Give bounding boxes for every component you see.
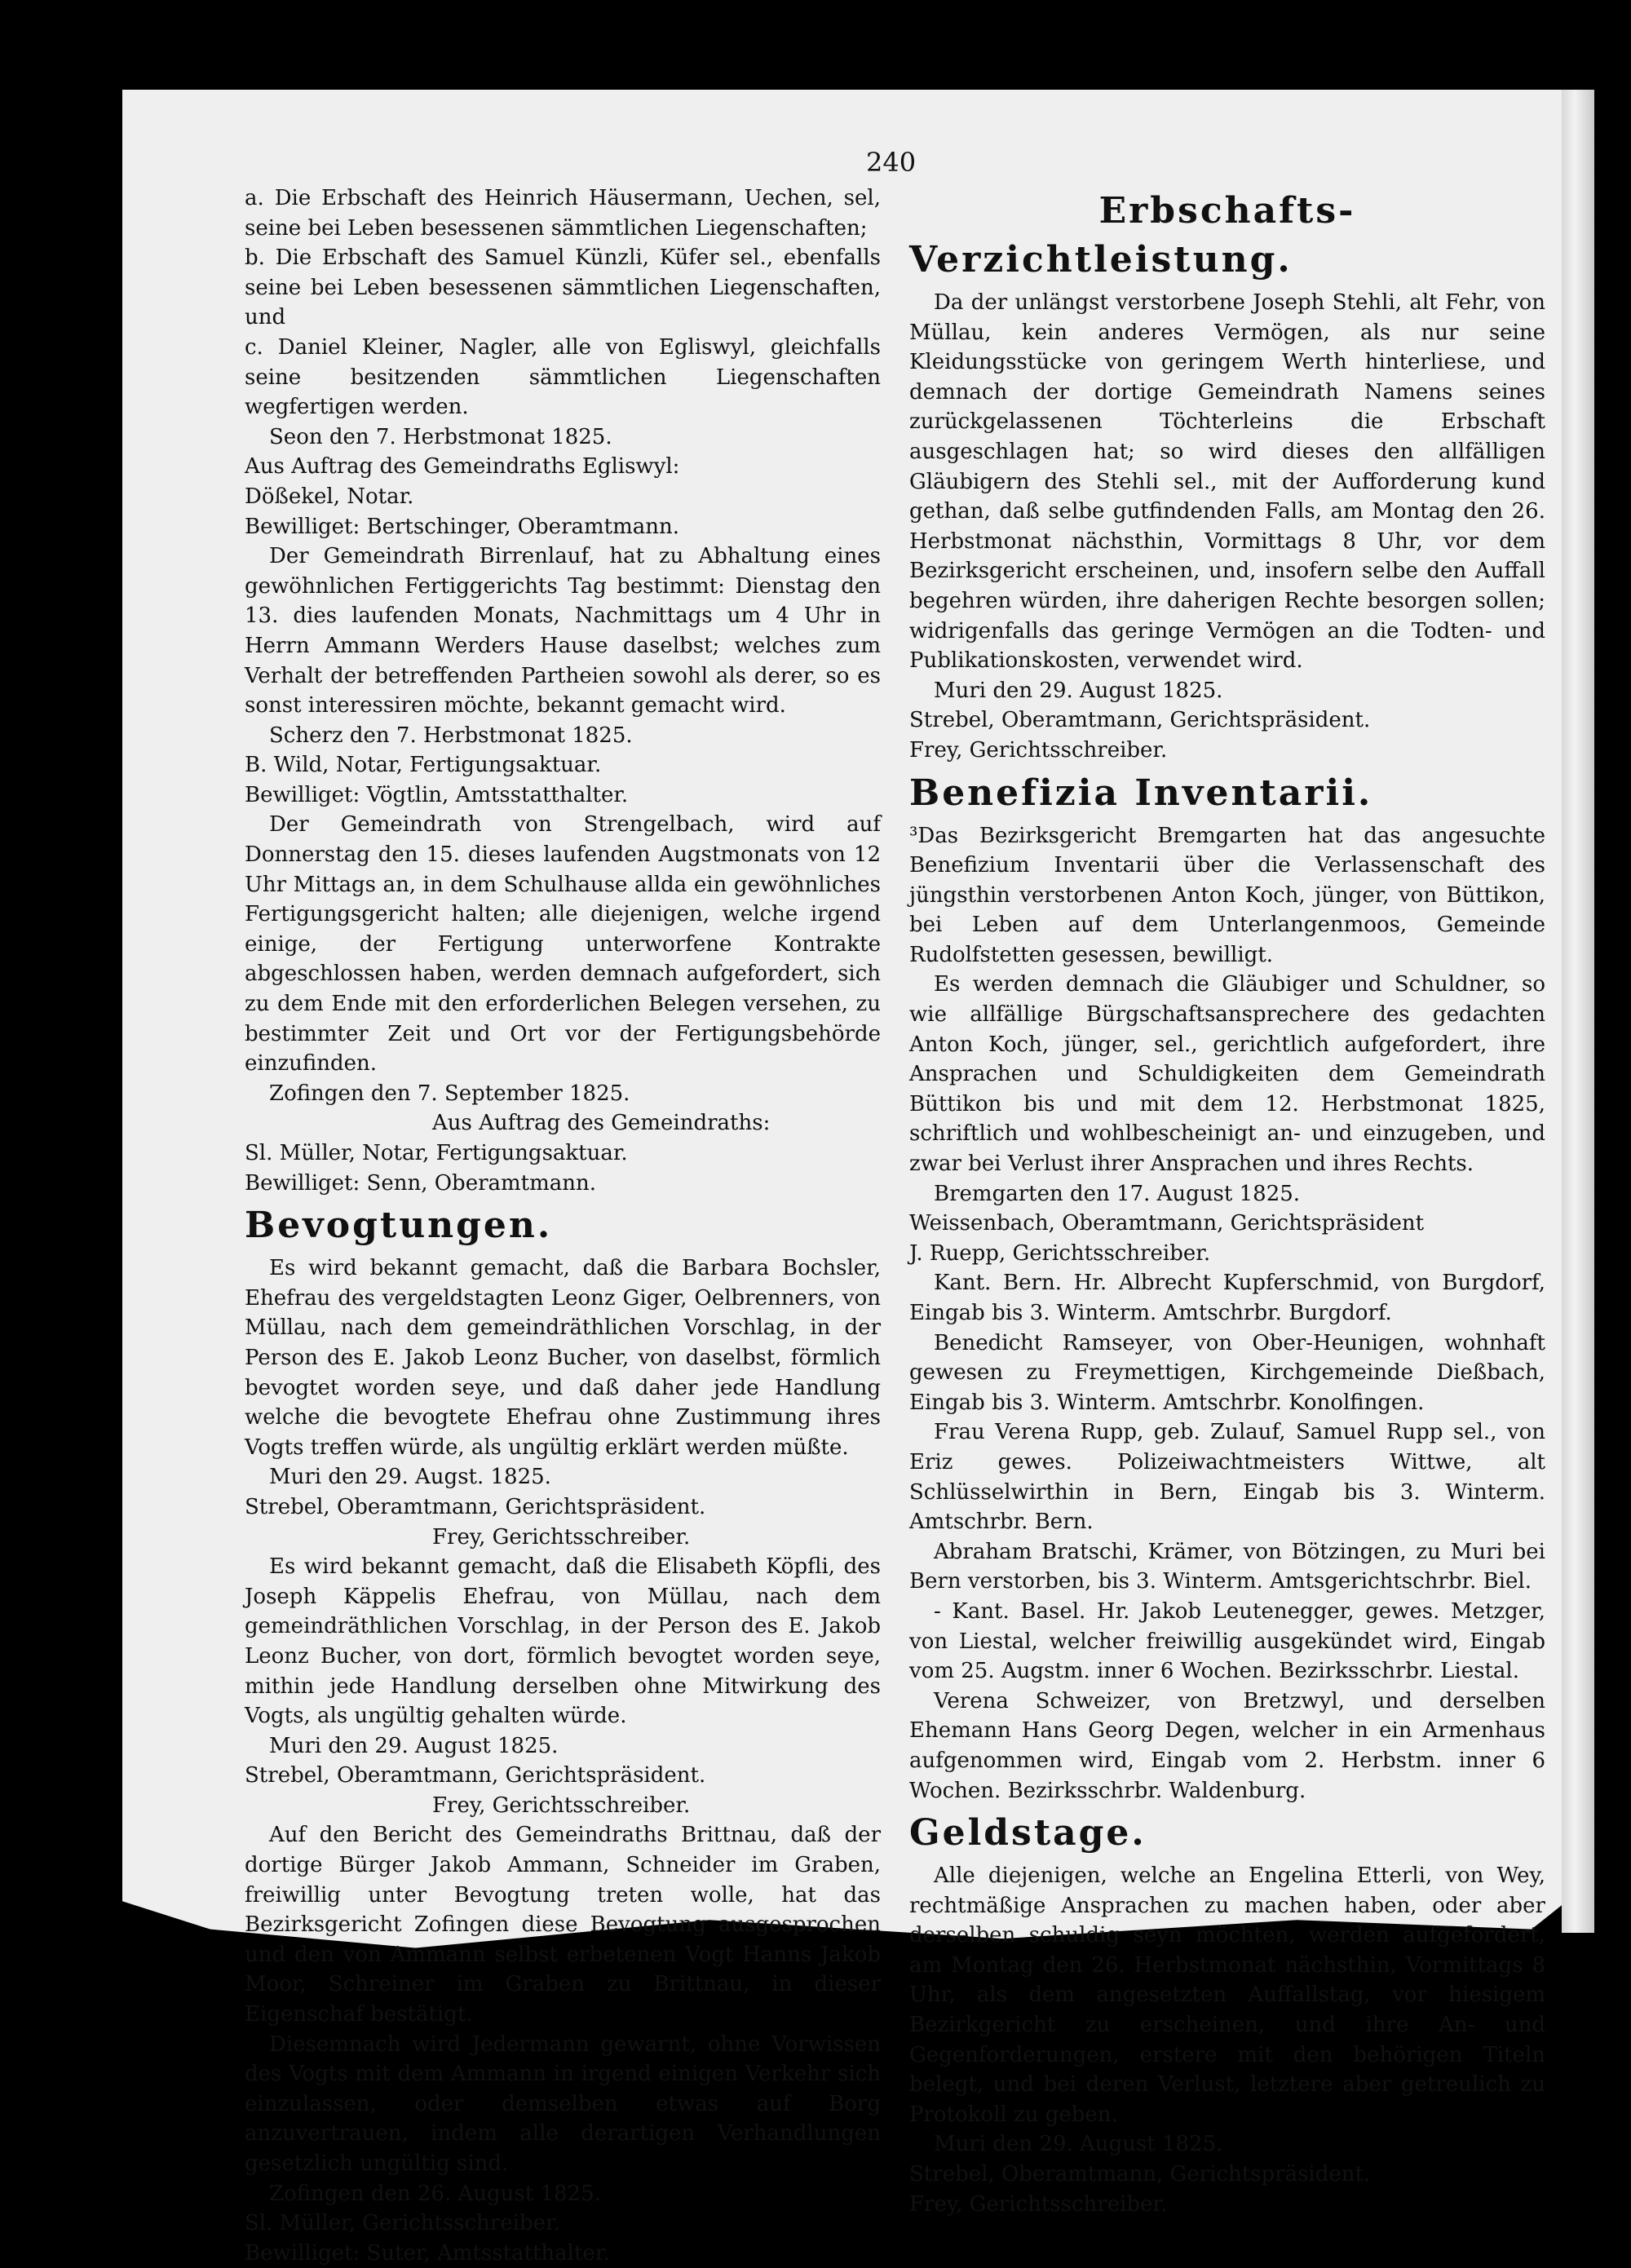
text-paragraph: Bremgarten den 17. August 1825.	[934, 1181, 1301, 1206]
text-paragraph: Frey, Gerichtsschreiber.	[909, 2191, 1168, 2217]
text-paragraph: Frey, Gerichtsschreiber.	[909, 737, 1168, 763]
text-paragraph: Strebel, Oberamtmann, Gerichtspräsident.	[245, 1763, 706, 1788]
text-paragraph: B. Wild, Notar, Fertigungsaktuar.	[245, 753, 602, 778]
text-paragraph: Bewilliget: Vögtlin, Amtsstatthalter.	[245, 782, 629, 807]
text-paragraph: Der Gemeindrath Birrenlauf, hat zu Abhaltung eines gewöhnlichen Fertiggerichts Tag bestimmt: Dienstag den 13. dies laufenden Monats, Nachmittags um 4 Uhr in Herrn Ammann Werders Hause daselbst; welches zum Verhalt der betreffenden Partheien sowohl als derer, so es sonst interessiren möchte, bekannt gemacht wird.	[245, 544, 881, 718]
text-paragraph: Frau Verena Rupp, geb. Zulauf, Samuel Rupp sel., von Eriz gewes. Polizeiwachtmeisters Wittwe, alt Schlüsselwirthin in Bern, Eingab bis 3. Winterm. Amtschrbr. Bern.	[909, 1420, 1545, 1535]
text-paragraph: Strebel, Oberamtmann, Gerichtspräsident.	[909, 2162, 1371, 2187]
right-column	[909, 183, 1545, 2219]
text-paragraph: Muri den 29. August 1825.	[934, 678, 1223, 703]
text-paragraph: Verena Schweizer, von Bretzwyl, und derselben Ehemann Hans Georg Degen, welcher in ein Armenhaus aufgenommen wird, Eingab vom 2. Herbstm. inner 6 Wochen. Bezirksschrbr. Waldenburg.	[909, 1688, 1545, 1803]
section-heading: Benefizia Inventarii.	[909, 771, 1373, 814]
text-paragraph: Muri den 29. Augst. 1825.	[269, 1465, 551, 1490]
text-paragraph: Zofingen den 26. August 1825.	[269, 2181, 601, 2206]
text-paragraph: Der Gemeindrath von Strengelbach, wird auf Donnerstag den 15. dieses laufenden Augstmonats von 12 Uhr Mittags an, in dem Schulhause allda ein gewöhnliches Fertigungsgericht halten; alle diejenigen, welche irgend einige, der Fertigung unterworfene Kontrakte abgeschlossen haben, werden demnach aufgefordert, sich zu dem Ende mit den erforderlichen Belegen versehen, zu bestimmter Zeit und Ort vor der Fertigungsbehörde einzufinden.	[245, 812, 881, 1077]
text-paragraph: Bewilliget: Senn, Oberamtmann.	[245, 1170, 597, 1196]
text-paragraph: Auf den Bericht des Gemeindraths Brittnau, daß der dortige Bürger Jakob Ammann, Schneider im Graben, freiwillig unter Bevogtung treten wolle, hat das Bezirksgericht Zofingen diese Bevogtung ausgesprochen und den von Ammann selbst erbetenen Vogt Hanns Jakob Moor, Schreiner im Graben zu Brittnau, in dieser Eigenschaf bestätigt.	[245, 1823, 881, 2027]
text-paragraph: Muri den 29. August 1825.	[934, 2132, 1223, 2157]
text-paragraph: c. Daniel Kleiner, Nagler, alle von Egliswyl, gleichfalls seine besitzenden sämmtlichen Liegenschaften wegfertigen werden.	[245, 334, 881, 420]
text-paragraph: b. Die Erbschaft des Samuel Künzli, Küfer sel., ebenfalls seine bei Leben besessenen sämmtlichen Liegenschaften, und	[245, 245, 881, 330]
text-paragraph: Es wird bekannt gemacht, daß die Barbara Bochsler, Ehefrau des vergeldstagten Leonz Giger, Oelbrenners, von Müllau, nach dem gemeindräthlichen Vorschlag, in der Person des E. Jakob Leonz Bucher, von daselbst, förmlich bevogtet worden seye, und daß daher jede Handlung welche die bevogtete Ehefrau ohne Zustimmung ihres Vogts treffen würde, als ungültig erklärt werden müßte.	[245, 1256, 881, 1460]
text-paragraph: Bewilliget: Suter, Amtsstatthalter.	[245, 2240, 610, 2266]
text-paragraph: Aus Auftrag des Gemeindraths:	[432, 1111, 771, 1136]
section-heading: Erbschafts-Verzichtleistung.	[909, 190, 1356, 281]
text-paragraph: Frey, Gerichtsschreiber.	[432, 1793, 691, 1818]
text-paragraph: Es werden demnach die Gläubiger und Schuldner, so wie allfällige Bürgschaftsansprechere des gedachten Anton Koch, jünger, sel., gerichtlich aufgefordert, ihre Ansprachen und Schuldigkeiten dem Gemeindrath Büttikon bis und mit dem 12. Herbstmonat 1825, schriftlich und wohlbescheinigt an- und einzugeben, und zwar bei Verlust ihrer Ansprachen und ihres Rechts.	[909, 972, 1545, 1177]
text-paragraph: Weissenbach, Oberamtmann, Gerichtspräsident	[909, 1211, 1425, 1236]
text-paragraph: Kant. Bern. Hr. Albrecht Kupferschmid, von Burgdorf, Eingab bis 3. Winterm. Amtschrbr. Burgdorf.	[909, 1271, 1545, 1325]
text-paragraph: Dößekel, Notar.	[245, 484, 414, 509]
text-paragraph: Scherz den 7. Herbstmonat 1825.	[269, 723, 633, 748]
text-paragraph: Zofingen den 7. September 1825.	[269, 1081, 630, 1106]
text-paragraph: Alle diejenigen, welche an Engelina Etterli, von Wey, rechtmäßige Ansprachen zu machen haben, oder aber derselben schuldig seyn möchten, werden aufgefordert, am Montag den 26. Herbstmonat nächsthin, Vormittags 8 Uhr, als dem angesetzten Auffallstag, vor hiesigem Bezirkgericht zu erscheinen, und ihre An- und Gegenforderungen, erstere mit den behörigen Titeln belegt, und bei deren Verlust, letztere aber getreulich zu Protokoll zu geben.	[909, 1863, 1545, 2127]
text-paragraph: Aus Auftrag des Gemeindraths Egliswyl:	[245, 454, 680, 480]
text-paragraph: Strebel, Oberamtmann, Gerichtspräsident.	[245, 1494, 706, 1519]
page-number: 240	[866, 147, 917, 178]
text-paragraph: Sl. Müller, Notar, Fertigungsaktuar.	[245, 1141, 628, 1165]
text-paragraph: Strebel, Oberamtmann, Gerichtspräsident.	[909, 708, 1371, 733]
text-paragraph: - Kant. Basel. Hr. Jakob Leutenegger, gewes. Metzger, von Liestal, welcher freiwillig ausgekündet wird, Eingab vom 25. Augstm. inner 6 Wochen. Bezirksschrbr. Liestal.	[909, 1598, 1545, 1684]
text-paragraph: a. Die Erbschaft des Heinrich Häusermann, Uechen, sel, seine bei Leben besessenen sämmtlichen Liegenschaften;	[245, 186, 881, 241]
text-paragraph: Seon den 7. Herbstmonat 1825.	[269, 424, 612, 449]
text-paragraph: Muri den 29. August 1825.	[269, 1733, 559, 1758]
section-heading: Bevogtungen.	[245, 1205, 553, 1247]
text-paragraph: Da der unlängst verstorbene Joseph Stehli, alt Fehr, von Müllau, kein anderes Vermögen, als nur seine Kleidungsstücke von geringem Werth hinterliese, und demnach der dortige Gemeindrath Namens seines zurückgelassenen Töchterleins die Erbschaft ausgeschlagen hat; so wird dieses den allfälligen Gläubigern des Stehli sel., mit der Aufforderung kund gethan, daß selbe gutfindenden Falls, am Montag den 26. Herbstmonat nächsthin, Vormittags 8 Uhr, vor dem Bezirksgericht erscheinen, und, insofern selbe den Auffall begehren würden, ihre daherigen Rechte besorgen sollen; widrigenfalls das geringe Vermögen an die Todten- und Publikationskosten, verwendet wird.	[909, 290, 1545, 674]
text-paragraph: Benedicht Ramseyer, von Ober-Heunigen, wohnhaft gewesen zu Freymettigen, Kirchgemeinde Dießbach, Eingab bis 3. Winterm. Amtschrbr. Konolfingen.	[909, 1330, 1545, 1415]
text-paragraph: Abraham Bratschi, Krämer, von Bötzingen, zu Muri bei Bern verstorben, bis 3. Winterm. Amtsgerichtschrbr. Biel.	[909, 1539, 1545, 1594]
text-paragraph: Diesemnach wird Jedermann gewarnt, ohne Vorwissen des Vogts mit dem Ammann in irgend einigen Verkehr sich einzulassen, oder demselben etwas auf Borg anzuvertrauen, indem alle derartigen Verhandlungen gesetzlich ungültig sind.	[245, 2031, 881, 2176]
text-paragraph: Sl. Müller, Gerichtsschreiber.	[245, 2211, 560, 2236]
text-paragraph: Es wird bekannt gemacht, daß die Elisabeth Köpfli, des Joseph Käppelis Ehefrau, von Müllau, nach dem gemeindräthlichen Vorschlag, in der Person des E. Jakob Leonz Bucher, von dort, förmlich bevogtet worden seye, mithin jede Handlung derselben ohne Mitwirkung des Vogts, als ungültig gehalten würde.	[245, 1554, 881, 1729]
text-paragraph: Bewilliget: Bertschinger, Oberamtmann.	[245, 514, 680, 539]
left-column	[245, 183, 881, 2268]
text-paragraph: J. Ruepp, Gerichtsschreiber.	[909, 1240, 1211, 1266]
page-edge	[1562, 90, 1594, 1933]
text-paragraph: ³Das Bezirksgericht Bremgarten hat das angesuchte Benefizium Inventarii über die Verlassenschaft des jüngsthin verstorbenen Anton Koch, jünger, von Büttikon, bei Leben auf dem Unterlangenmoos, Gemeinde Rudolfstetten gesessen, bewilligt.	[909, 823, 1545, 967]
section-heading: Geldstage.	[909, 1812, 1147, 1855]
text-paragraph: Frey, Gerichtsschreiber.	[432, 1524, 691, 1550]
